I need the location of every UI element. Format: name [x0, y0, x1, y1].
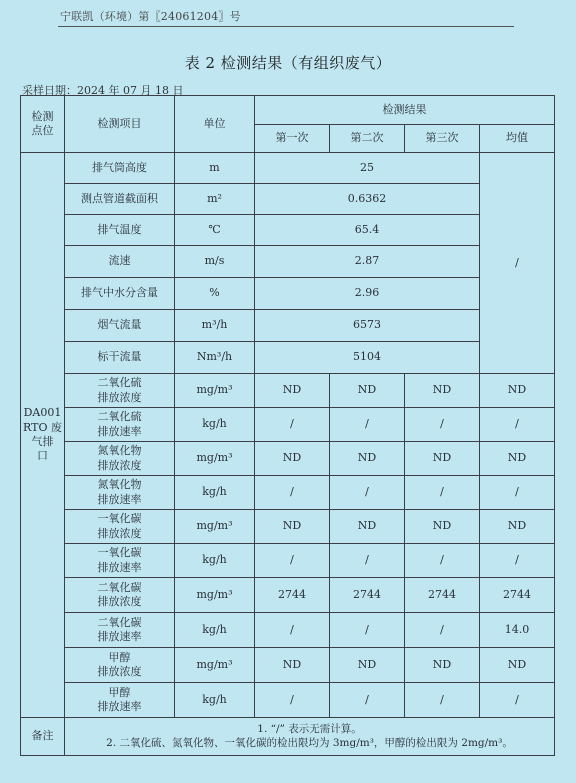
report-number: 宁联凯（环境）第〖24061204〗号 — [60, 10, 241, 23]
note-line: 2. 二氧化硫、氮氧化物、一氧化碳的检出限均为 3mg/m³，甲醇的检出限为 2mg/m³。 — [106, 736, 513, 749]
header-third: 第三次 — [405, 125, 480, 153]
result-second: / — [330, 476, 405, 510]
pollutant-item: 二氧化硫 排放速率 — [65, 408, 175, 442]
result-second: 2744 — [330, 578, 405, 613]
result-second: / — [330, 683, 405, 718]
result-average: 2744 — [480, 578, 555, 613]
result-first: ND — [255, 648, 330, 683]
result-second: ND — [330, 442, 405, 476]
table-title: 表 2 检测结果（有组织废气） — [184, 54, 392, 72]
param-item: 测点管道截面积 — [65, 184, 175, 215]
param-value: 6573 — [255, 310, 480, 342]
result-average: / — [480, 408, 555, 442]
result-average: 14.0 — [480, 613, 555, 648]
result-first: / — [255, 544, 330, 578]
result-third: / — [405, 683, 480, 718]
notes-cell — [65, 718, 555, 756]
pollutant-unit: kg/h — [175, 613, 255, 648]
pollutant-item: 二氧化碳 排放速率 — [65, 613, 175, 648]
result-third: / — [405, 408, 480, 442]
result-average: ND — [480, 648, 555, 683]
pollutant-unit: mg/m³ — [175, 374, 255, 408]
param-value: 2.87 — [255, 246, 480, 278]
result-first: ND — [255, 374, 330, 408]
result-third: ND — [405, 510, 480, 544]
result-second: ND — [330, 374, 405, 408]
param-item: 标干流量 — [65, 342, 175, 374]
param-average: / — [480, 153, 555, 374]
result-third: ND — [405, 442, 480, 476]
result-third: ND — [405, 648, 480, 683]
location-cell: DA001 RTO 废 气排 口 — [21, 153, 65, 718]
pollutant-item: 氮氧化物 排放浓度 — [65, 442, 175, 476]
header-second: 第二次 — [330, 125, 405, 153]
pollutant-unit: kg/h — [175, 544, 255, 578]
pollutant-item: 二氧化碳 排放浓度 — [65, 578, 175, 613]
result-first: / — [255, 408, 330, 442]
result-average: / — [480, 544, 555, 578]
param-value: 0.6362 — [255, 184, 480, 215]
pollutant-unit: mg/m³ — [175, 442, 255, 476]
param-unit: m/s — [175, 246, 255, 278]
pollutant-unit: kg/h — [175, 683, 255, 718]
header-first: 第一次 — [255, 125, 330, 153]
result-average: / — [480, 476, 555, 510]
result-first: ND — [255, 442, 330, 476]
param-unit: m — [175, 153, 255, 184]
param-item: 排气温度 — [65, 215, 175, 246]
result-second: ND — [330, 510, 405, 544]
result-first: / — [255, 613, 330, 648]
header-average: 均值 — [480, 125, 555, 153]
sampling-date: 采样日期：2024 年 07 月 18 日 — [22, 84, 184, 97]
pollutant-item: 甲醇 排放浓度 — [65, 648, 175, 683]
param-value: 65.4 — [255, 215, 480, 246]
note-line: 1. “/” 表示无需计算。 — [257, 722, 362, 735]
result-average: ND — [480, 374, 555, 408]
result-average: ND — [480, 442, 555, 476]
pollutant-item: 二氧化硫 排放浓度 — [65, 374, 175, 408]
param-value: 25 — [255, 153, 480, 184]
param-item: 流速 — [65, 246, 175, 278]
pollutant-unit: mg/m³ — [175, 510, 255, 544]
result-first: / — [255, 476, 330, 510]
param-item: 排气中水分含量 — [65, 278, 175, 310]
result-first: 2744 — [255, 578, 330, 613]
pollutant-unit: kg/h — [175, 408, 255, 442]
result-third: / — [405, 544, 480, 578]
param-item: 排气筒高度 — [65, 153, 175, 184]
result-first: / — [255, 683, 330, 718]
header-location: 检测 点位 — [21, 96, 65, 153]
result-first: ND — [255, 510, 330, 544]
result-average: / — [480, 683, 555, 718]
pollutant-unit: mg/m³ — [175, 648, 255, 683]
pollutant-item: 氮氧化物 排放速率 — [65, 476, 175, 510]
header-unit: 单位 — [175, 96, 255, 153]
pollutant-item: 甲醇 排放速率 — [65, 683, 175, 718]
result-third: ND — [405, 374, 480, 408]
result-second: / — [330, 544, 405, 578]
param-unit: % — [175, 278, 255, 310]
pollutant-unit: mg/m³ — [175, 578, 255, 613]
param-unit: ℃ — [175, 215, 255, 246]
param-unit: m³/h — [175, 310, 255, 342]
param-item: 烟气流量 — [65, 310, 175, 342]
param-unit: Nm³/h — [175, 342, 255, 374]
header-item: 检测项目 — [65, 96, 175, 153]
result-average: ND — [480, 510, 555, 544]
results-table — [20, 95, 555, 756]
param-value: 2.96 — [255, 278, 480, 310]
param-unit: m² — [175, 184, 255, 215]
result-third: / — [405, 476, 480, 510]
result-second: ND — [330, 648, 405, 683]
result-second: / — [330, 408, 405, 442]
pollutant-unit: kg/h — [175, 476, 255, 510]
pollutant-item: 一氧化碳 排放速率 — [65, 544, 175, 578]
param-value: 5104 — [255, 342, 480, 374]
header-divider — [58, 26, 514, 27]
pollutant-item: 一氧化碳 排放浓度 — [65, 510, 175, 544]
notes-label: 备注 — [21, 718, 65, 756]
result-second: / — [330, 613, 405, 648]
result-third: / — [405, 613, 480, 648]
result-third: 2744 — [405, 578, 480, 613]
header-results: 检测结果 — [255, 96, 555, 125]
